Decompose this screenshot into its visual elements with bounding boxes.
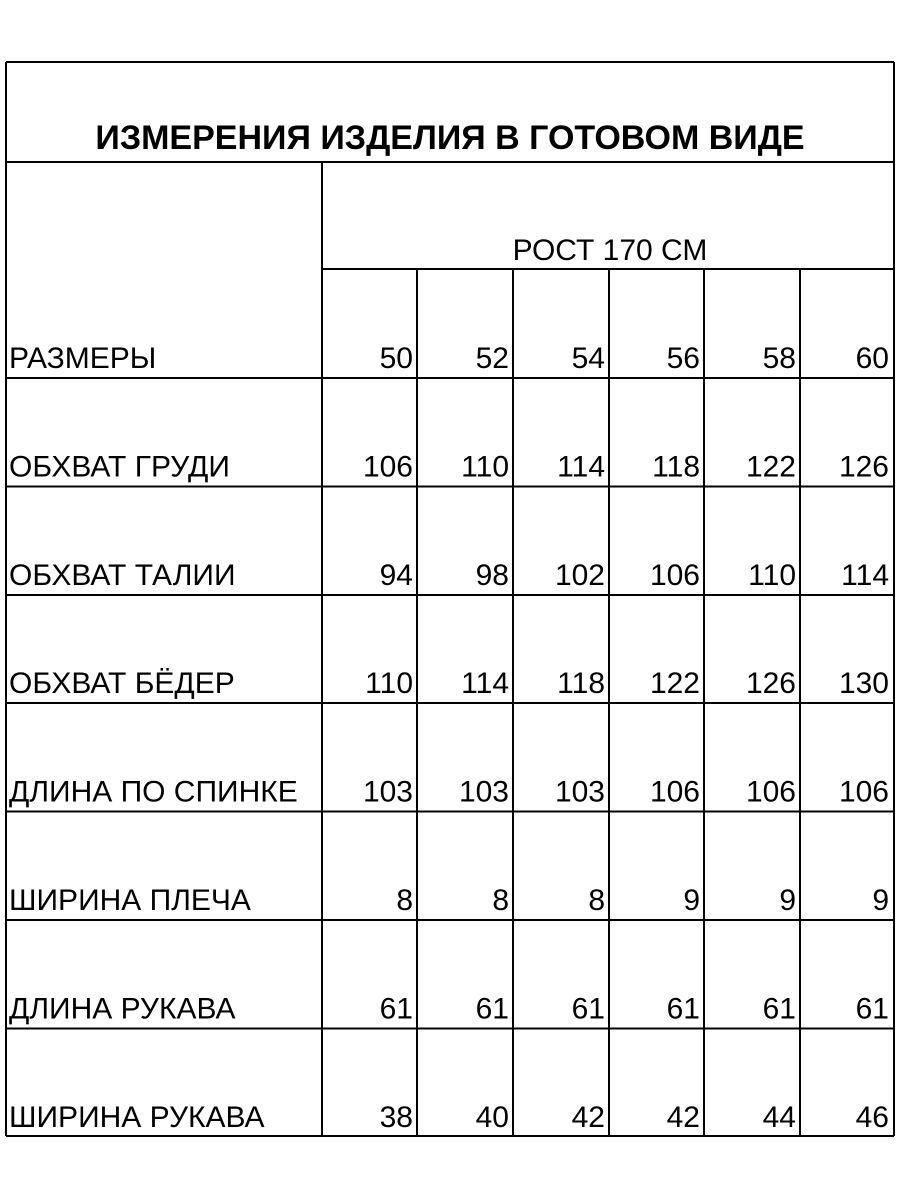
measurement-value: 118 bbox=[557, 667, 605, 701]
measurement-value: 44 bbox=[762, 1100, 796, 1134]
measurement-label: ОБХВАТ БЁДЕР bbox=[9, 667, 235, 701]
measurement-value: 122 bbox=[745, 450, 796, 484]
measurement-value: 118 bbox=[652, 450, 700, 484]
measurement-value: 9 bbox=[872, 884, 889, 917]
measurement-value: 126 bbox=[745, 667, 796, 701]
measurement-value: 106 bbox=[745, 775, 796, 809]
measurement-value: 106 bbox=[649, 558, 700, 592]
measurement-value: 103 bbox=[362, 775, 413, 809]
measurement-value: 42 bbox=[571, 1100, 605, 1134]
measurement-value: 38 bbox=[379, 1100, 413, 1134]
table-grid bbox=[6, 62, 894, 1136]
size-value: 60 bbox=[855, 342, 889, 375]
measurement-value: 9 bbox=[683, 884, 700, 917]
measurements-table bbox=[5, 61, 895, 1137]
measurement-value: 61 bbox=[855, 992, 889, 1026]
table-body bbox=[9, 342, 889, 1134]
measurement-label: ДЛИНА ПО СПИНКЕ bbox=[9, 775, 298, 809]
measurement-label: ОБХВАТ ГРУДИ bbox=[9, 450, 230, 484]
measurement-value: 106 bbox=[649, 775, 700, 809]
measurement-value: 103 bbox=[458, 775, 509, 809]
measurement-value: 94 bbox=[379, 558, 413, 592]
measurement-value: 110 bbox=[461, 450, 509, 484]
measurement-value: 106 bbox=[362, 450, 413, 484]
height-header: РОСТ 170 СМ bbox=[512, 234, 708, 267]
measurement-value: 42 bbox=[666, 1100, 700, 1134]
measurement-value: 126 bbox=[838, 450, 889, 484]
table-title: ИЗМЕРЕНИЯ ИЗДЕЛИЯ В ГОТОВОМ ВИДЕ bbox=[95, 119, 805, 157]
measurement-value: 110 bbox=[748, 558, 796, 592]
measurement-label: ОБХВАТ ТАЛИИ bbox=[9, 558, 236, 592]
measurement-value: 61 bbox=[571, 992, 605, 1026]
size-row-label: РАЗМЕРЫ bbox=[9, 342, 157, 375]
measurement-value: 110 bbox=[365, 667, 413, 701]
measurement-value: 9 bbox=[779, 884, 796, 917]
measurement-value: 61 bbox=[762, 992, 796, 1026]
measurement-value: 46 bbox=[855, 1100, 889, 1134]
measurement-label: ДЛИНА РУКАВА bbox=[9, 992, 236, 1026]
measurement-value: 106 bbox=[838, 775, 889, 809]
measurement-value: 61 bbox=[475, 992, 509, 1026]
size-value: 52 bbox=[475, 342, 509, 375]
measurement-value: 122 bbox=[649, 667, 700, 701]
measurement-value: 61 bbox=[379, 992, 413, 1026]
measurement-label: ШИРИНА РУКАВА bbox=[9, 1100, 265, 1134]
size-value: 56 bbox=[666, 342, 700, 375]
measurement-value: 8 bbox=[492, 884, 509, 917]
measurement-value: 130 bbox=[838, 667, 889, 701]
size-value: 54 bbox=[571, 342, 605, 375]
size-value: 50 bbox=[379, 342, 413, 375]
measurement-value: 98 bbox=[475, 558, 509, 592]
size-value: 58 bbox=[762, 342, 796, 375]
measurement-value: 114 bbox=[557, 450, 605, 484]
measurement-label: ШИРИНА ПЛЕЧА bbox=[9, 884, 251, 917]
measurement-value: 8 bbox=[588, 884, 605, 917]
measurement-value: 40 bbox=[475, 1100, 509, 1134]
measurement-value: 8 bbox=[396, 884, 413, 917]
measurement-value: 61 bbox=[666, 992, 700, 1026]
measurement-value: 102 bbox=[554, 558, 605, 592]
measurement-value: 103 bbox=[554, 775, 605, 809]
measurement-value: 114 bbox=[841, 558, 889, 592]
measurement-value: 114 bbox=[461, 667, 509, 701]
